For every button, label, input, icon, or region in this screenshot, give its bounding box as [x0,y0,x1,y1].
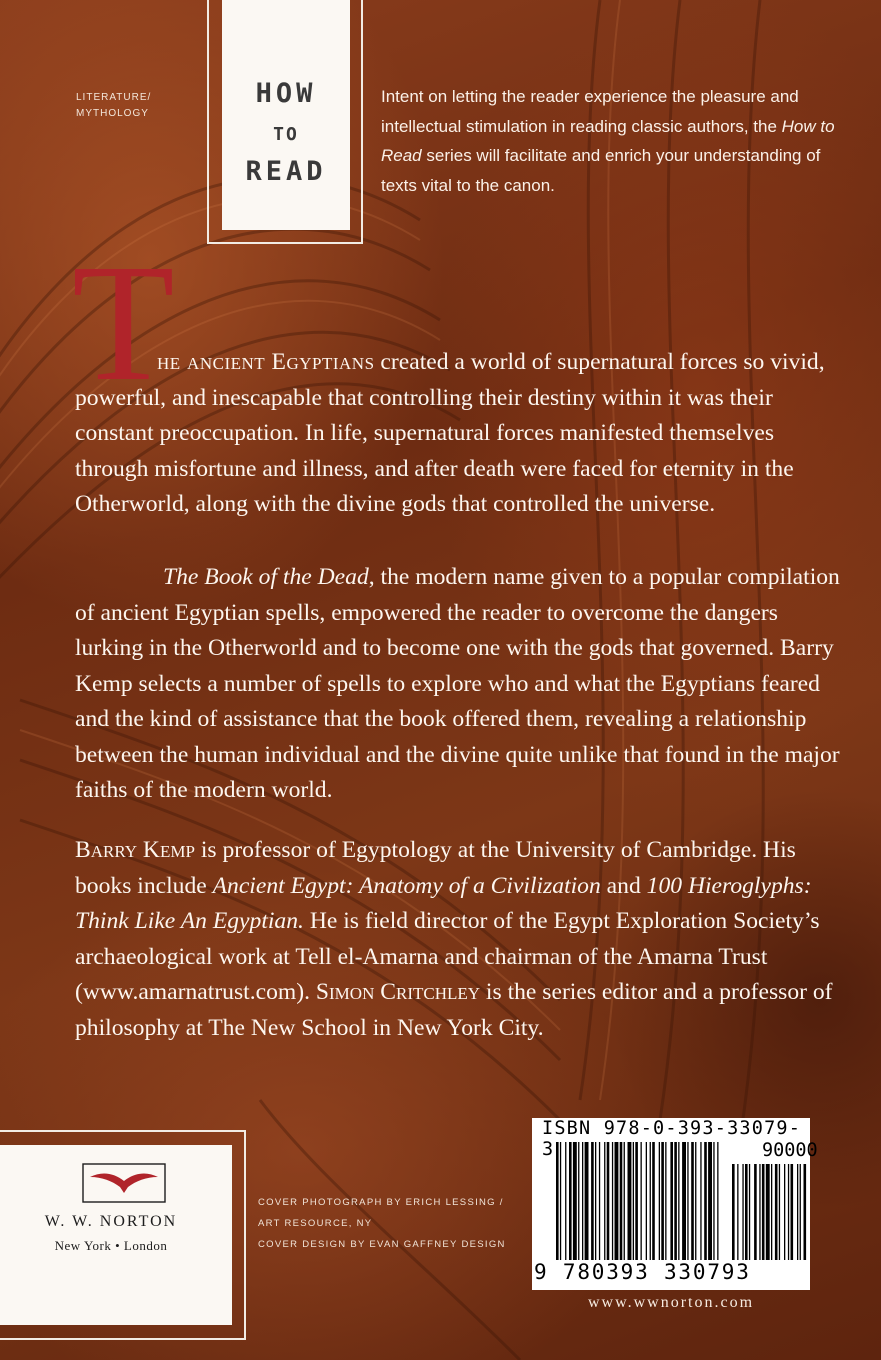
series-badge-to: TO [273,124,299,145]
barcode-bar [599,1142,600,1260]
isbn-label: ISBN 978-0-393-33079-3 [542,1118,802,1160]
barcode-bar [569,1142,572,1260]
book-title: The Book of the Dead [163,564,369,590]
barcode-bar [604,1142,605,1260]
barcode-addon-bar [749,1164,750,1260]
publisher-website: www.wwnorton.com [587,1294,755,1311]
publisher-cities: New York • London [54,1238,168,1253]
barcode-addon-bar [759,1164,760,1260]
barcode-addon-bar [762,1164,765,1260]
publisher-badge [0,1145,232,1325]
series-description-text-end: series will facilitate and enrich your understanding of texts vital to the canon. [381,146,821,195]
barcode-bar [659,1142,660,1260]
barcode-addon-bar [771,1164,772,1260]
barcode-bar [628,1142,632,1260]
barcode-digits: 9 780393 330793 [534,1260,751,1284]
synopsis-lead-in: he ancient Egyptians [157,349,375,375]
barcode-bar [665,1142,666,1260]
price-code: 90000 [762,1140,818,1161]
barcode-bar [678,1142,679,1260]
series-badge-how: HOW [255,78,317,109]
barcode-addon-bar [779,1164,780,1260]
barcode-bar [650,1142,651,1260]
series-description-text: Intent on letting the reader experience the pleasure and intellectual stimulation in reading classic authors, the [381,87,799,136]
series-badge-read: READ [245,156,327,187]
synopsis-text: created a world of supernatural forces so vivid, powerful, and inescapable that controlling their destiny within it was their constant preoccupation. In life, supernatural forces manifested themselves through misfortune and illness, and after death were faced for eternity in the Otherworld, along with the divine gods that controlled the universe. [75,349,825,517]
barcode-bar [704,1142,707,1260]
barcode-bar [585,1142,589,1260]
cover-credits [258,1192,533,1255]
drop-cap: T [72,230,175,416]
publisher-name: W. W. NORTON [44,1213,178,1230]
genre-label: LITERATURE/ MYTHOLOGY [76,92,152,119]
author-bio-text-2: He is field director of the Egypt Exploration Society’s archaeological work at Tell el-Amarna and chairman of the Amarna Trust (www.amarnatrust.com). [75,908,820,1005]
editor-bio-text: is the series editor and a professor of philosophy at The New School in New York City. [75,979,833,1041]
barcode-addon-bar [754,1164,757,1260]
barcode-bar [691,1142,694,1260]
credit-line: ART RESOURCE, NY [258,1218,373,1229]
author-bio-text: is professor of Egyptology at the University of Cambridge. His books include [75,837,796,899]
barcode-bar [620,1142,623,1260]
barcode-bar [708,1142,712,1260]
credit-line: COVER PHOTOGRAPH BY ERICH LESSING / [258,1197,504,1208]
series-description [381,82,851,200]
barcode-bar [573,1142,577,1260]
barcode-addon-bar [804,1164,807,1260]
barcode-addon-bar [784,1164,785,1260]
author-book-2: 100 Hieroglyphs: Think Like An Egyptian. [75,872,812,934]
barcode-addon-bar [800,1164,801,1260]
barcode-bar [582,1142,583,1260]
barcode-bar [652,1142,655,1260]
barcode-addon-bar [737,1164,738,1260]
credit-line: COVER DESIGN BY EVAN GAFFNEY DESIGN [258,1239,506,1250]
barcode-bar [670,1142,673,1260]
barcode-panel [532,1118,818,1290]
series-name: How to Read [381,116,835,165]
barcode-addon-bar [797,1164,798,1260]
barcode-bar [591,1142,594,1260]
barcode-graphic [532,1140,818,1264]
barcode-bar [595,1142,596,1260]
series-badge [222,0,350,230]
barcode-bar [615,1142,619,1260]
barcode-addon-bar [732,1164,735,1260]
barcode-addon-bar [766,1164,770,1260]
barcode-bar [661,1142,664,1260]
barcode-bar [560,1142,561,1260]
barcode-bar [700,1142,701,1260]
barcode-bar [612,1142,613,1260]
synopsis-paragraph-2 [75,560,845,809]
barcode-bar [674,1142,677,1260]
barcode-bar [633,1142,634,1260]
barcode-bar [578,1142,579,1260]
barcode-bar [646,1142,647,1260]
barcode-bar [682,1142,686,1260]
seagull-logo-icon [82,1163,166,1203]
barcode-bar [713,1142,714,1260]
barcode-bar [641,1142,642,1260]
barcode-bar [717,1142,718,1260]
barcode-bar [556,1142,559,1260]
synopsis-paragraph-1 [75,345,845,523]
barcode-bar [624,1142,625,1260]
barcode-bar [635,1142,638,1260]
author-book-1: Ancient Egypt: Anatomy of a Civilization [212,872,601,899]
barcode-bar [565,1142,566,1260]
author-name: Barry Kemp [75,837,195,863]
barcode-addon-bar [788,1164,789,1260]
barcode-addon-bar [775,1164,778,1260]
author-bio-and: and [600,872,647,899]
barcode-addon-bar [742,1164,743,1260]
barcode-bar [607,1142,610,1260]
editor-name: Simon Critchley [315,979,481,1005]
barcode-addon-bar [745,1164,748,1260]
barcode-addon-bar [791,1164,794,1260]
barcode-bar [687,1142,688,1260]
author-bio [75,833,845,1046]
barcode-bar [695,1142,696,1260]
synopsis-text-2: , the modern name given to a popular compilation of ancient Egyptian spells, empowered the reader to overcome the dangers lurking in the Otherworld and to become one with the gods that governed. Barry Kemp selects a number of spells to explore who and what the Egyptians feared and the kind of assistance that the book offered them, revealing a relationship between the human individual and the divine quite unlike that found in the major faiths of the modern world. [75,564,840,803]
